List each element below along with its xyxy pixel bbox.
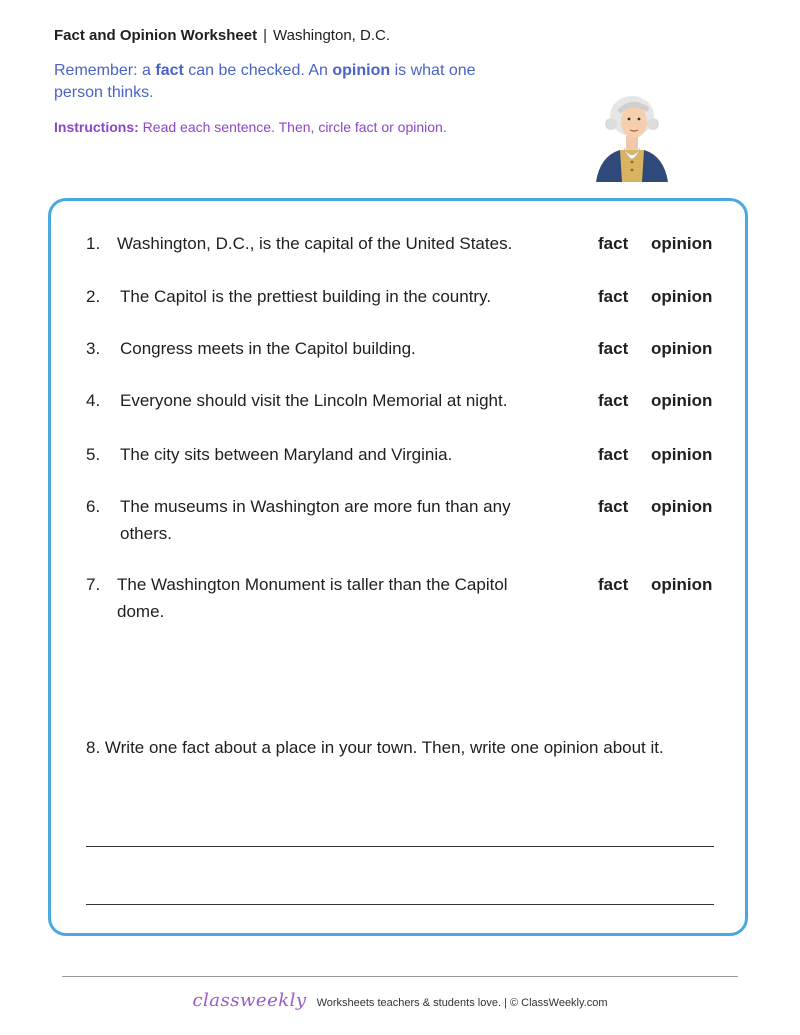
opinion-choice[interactable]: opinion — [651, 391, 713, 410]
question-number: 4. — [86, 391, 101, 410]
footer-tagline: Worksheets teachers & students love. | © ClassWeekly.com — [316, 997, 608, 1009]
question-number: 3. — [86, 339, 101, 358]
opinion-choice[interactable]: opinion — [651, 234, 713, 253]
question-text: Everyone should visit the Lincoln Memorial at night. — [120, 391, 508, 410]
footer-divider — [62, 976, 738, 977]
opinion-choice[interactable]: opinion — [651, 287, 713, 306]
question-number: 2. — [86, 287, 101, 306]
question-number: 5. — [86, 445, 101, 464]
opinion-choice[interactable]: opinion — [651, 575, 713, 594]
footer — [0, 990, 800, 1011]
answer-line-2[interactable] — [86, 904, 714, 905]
opinion-choice[interactable]: opinion — [651, 445, 713, 464]
instructions-label: Instructions: — [54, 119, 139, 135]
question-number: 1. — [86, 234, 101, 253]
question-8: 8. Write one fact about a place in your town. Then, write one opinion about it. — [86, 738, 664, 757]
question-number: 6. — [86, 497, 101, 516]
instructions — [54, 119, 447, 135]
fact-choice[interactable]: fact — [598, 287, 629, 306]
remember-prefix: Remember: a — [54, 62, 156, 79]
question-text: The city sits between Maryland and Virginia. — [120, 445, 453, 464]
opinion-choice[interactable]: opinion — [651, 497, 713, 516]
fact-choice[interactable]: fact — [598, 445, 629, 464]
question-text: Washington, D.C., is the capital of the United States. — [117, 234, 513, 253]
title-separator: | — [263, 27, 267, 44]
fact-choice[interactable]: fact — [598, 575, 629, 594]
classweekly-logo: classweekly — [192, 990, 307, 1011]
fact-choice[interactable]: fact — [598, 339, 629, 358]
worksheet-title — [54, 27, 390, 44]
fact-choice[interactable]: fact — [598, 497, 629, 516]
fact-choice[interactable]: fact — [598, 234, 629, 253]
question-text: The museums in Washington are more fun than any others. — [120, 497, 511, 543]
fact-choice[interactable]: fact — [598, 391, 629, 410]
question-number: 7. — [86, 575, 101, 594]
washington-portrait-icon — [592, 92, 672, 184]
remember-middle: can be checked. An — [183, 62, 333, 79]
title-text: Fact and Opinion Worksheet — [54, 27, 258, 44]
remember-note — [54, 60, 524, 104]
remember-suffix: is what one person thinks. — [54, 62, 476, 101]
remember-fact-word: fact — [155, 62, 184, 79]
answer-line-1[interactable] — [86, 846, 714, 847]
remember-opinion-word: opinion — [332, 62, 391, 79]
question-text: Congress meets in the Capitol building. — [120, 339, 416, 358]
opinion-choice[interactable]: opinion — [651, 339, 713, 358]
question-text: The Capitol is the prettiest building in the country. — [120, 287, 492, 306]
title-topic: Washington, D.C. — [273, 27, 390, 44]
instructions-text: Read each sentence. Then, circle fact or opinion. — [138, 119, 447, 135]
question-text: The Washington Monument is taller than the Capitol dome. — [117, 575, 508, 621]
